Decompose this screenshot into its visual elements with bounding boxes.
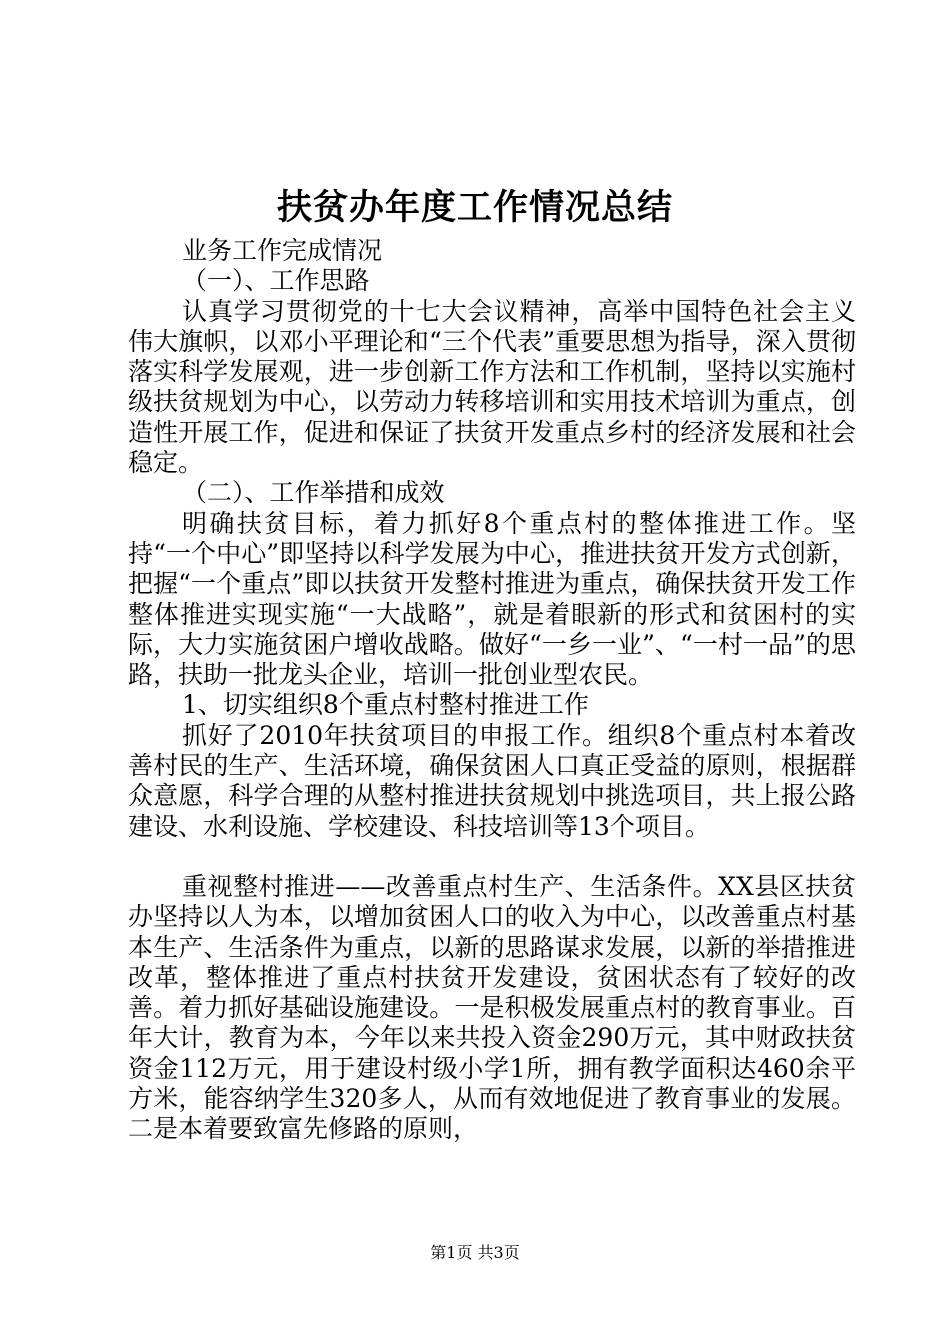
subsection-heading: （二）、工作举措和成效 bbox=[182, 478, 445, 508]
item-heading: 1、切实组织8个重点村整村推进工作 bbox=[182, 690, 589, 720]
page-footer: 第1页 共3页 bbox=[430, 1243, 520, 1262]
subsection-heading: （一）、工作思路 bbox=[182, 266, 370, 296]
section-heading: 业务工作完成情况 bbox=[182, 236, 383, 265]
body-paragraph: 抓好了2010年扶贫项目的申报工作。组织8个重点村本着改善村民的生产、生活环境，确保贫困人口真正受益的原则，根据群众意愿，科学合理的从整村推进扶贫规划中挑选项目，共上报公路建设、水利设施、学校建设、科技培训等13个项目。 bbox=[128, 720, 856, 841]
body-paragraph: 认真学习贯彻党的十七大会议精神，高举中国特色社会主义伟大旗帜，以邓小平理论和“三个代表”重要思想为指导，深入贯彻落实科学发展观，进一步创新工作方法和工作机制，坚持以实施村级扶贫规划为中心，以劳动力转移培训和实用技术培训为重点，创造性开展工作，促进和保证了扶贫开发重点乡村的经济发展和社会稳定。 bbox=[128, 296, 856, 478]
document-title: 扶贫办年度工作情况总结 bbox=[276, 187, 673, 228]
document-body bbox=[128, 236, 856, 1145]
body-paragraph: 重视整村推进——改善重点村生产、生活条件。XX县区扶贫办坚持以人为本，以增加贫困人口的收入为中心，以改善重点村基本生产、生活条件为重点，以新的思路谋求发展，以新的举措推进改革，整体推进了重点村扶贫开发建设，贫困状态有了较好的改善。着力抓好基础设施建设。一是积极发展重点村的教育事业。百年大计，教育为本，今年以来共投入资金290万元，其中财政扶贫资金112万元，用于建设村级小学1所，拥有教学面积达460余平方米，能容纳学生320多人，从而有效地促进了教育事业的发展。二是本着要致富先修路的原则， bbox=[128, 871, 856, 1144]
body-paragraph: 明确扶贫目标，着力抓好8个重点村的整体推进工作。坚持“一个中心”即坚持以科学发展为中心，推进扶贫开发方式创新，把握“一个重点”即以扶贫开发整村推进为重点，确保扶贫开发工作整体推进实现实施“一大战略”，就是着眼新的形式和贫困村的实际，大力实施贫困户增收战略。做好“一乡一业”、“一村一品”的思路，扶助一批龙头企业，培训一批创业型农民。 bbox=[128, 508, 856, 690]
